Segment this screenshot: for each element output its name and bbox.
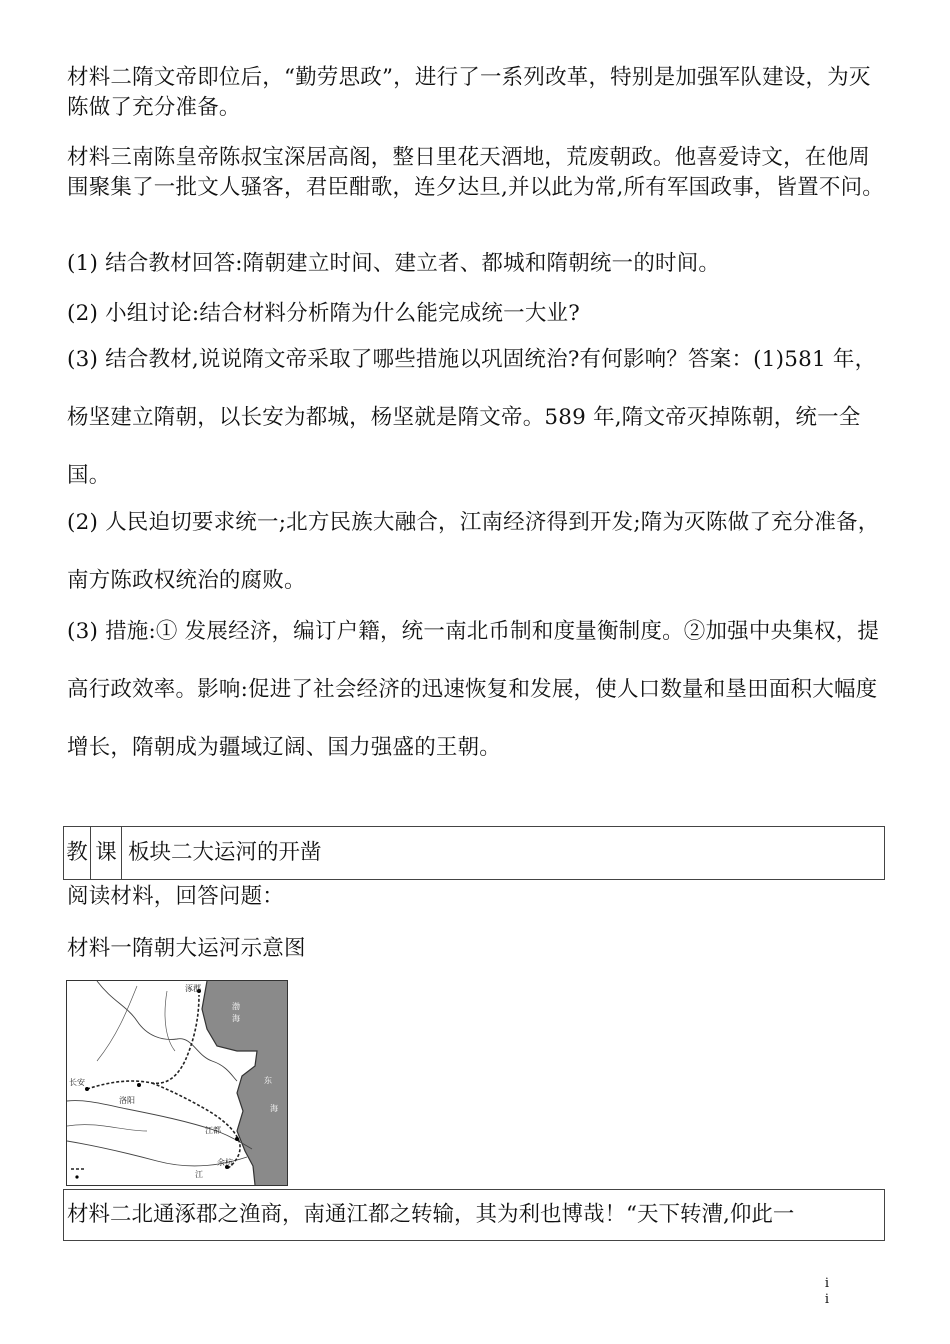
river-west [97,986,137,1061]
page-marker-line-1: i [824,1276,830,1291]
map-legend [71,1169,85,1179]
question-2: (2) 小组讨论:结合材料分析隋为什么能完成统一大业? [67,301,580,326]
question-1: (1) 结合教材回答:隋朝建立时间、建立者、都城和隋朝统一的时间。 [67,251,721,276]
sea-area [202,981,287,1185]
label-jiangdu: 江都 [205,1126,221,1135]
question-3-and-answer-1: (3) 结合教材,说说隋文帝采取了哪些措施以巩固统治?有何影响？答案：(1)581 年，杨坚建立隋朝，以长安为都城，杨坚就是隋文帝。589 年,隋文帝灭掉陈朝，统一全国。 [67,347,877,488]
material-2-paragraph: 材料二隋文帝即位后，“勤劳思政”，进行了一系列改革，特别是加强军队建设，为灭陈做了充分准备。 [67,65,871,120]
material-3-paragraph: 材料三南陈皇帝陈叔宝深居高阁，整日里花天酒地，荒废朝政。他喜爱诗文，在他周围聚集了一批文人骚客，君臣酣歌，连夕达旦,并以此为常,所有军国政事，皆置不问。 [67,145,884,200]
label-jiang: 江 [195,1170,203,1179]
river-han [67,1125,147,1131]
section-header-table [63,826,885,880]
yongji-canal [87,995,199,1089]
label-bohai-1: 渤 [232,1002,240,1011]
label-donghai-1: 东 [264,1076,272,1085]
page-marker-line-2: i [824,1292,830,1307]
label-donghai-2: 海 [270,1104,278,1113]
section-col-1: 教 [64,827,91,879]
answer-2: (2) 人民迫切要求统一;北方民族大融合，江南经济得到开发;隋为灭陈做了充分准备，南方陈政权统治的腐败。 [67,510,880,593]
material-1-caption: 材料一隋朝大运河示意图 [67,936,306,961]
river-mid [165,991,175,1051]
grand-canal-map [66,980,288,1186]
label-luoyang: 洛阳 [119,1096,135,1105]
changan-marker [85,1087,89,1091]
label-yuhang: 余杭 [217,1158,233,1167]
label-bohai-2: 海 [232,1014,240,1023]
label-zhuojun: 涿郡 [185,984,201,993]
grand-canal-map-svg [67,981,287,1185]
tongji-canal [152,1083,240,1169]
section-title: 板块二大运河的开凿 [128,840,322,865]
label-changan: 长安 [69,1078,85,1087]
material-2-box: 材料二北通涿郡之渔商，南通江都之转输，其为利也博哉！“天下转漕,仰此一 [63,1189,885,1241]
section-col-2: 课 [91,827,122,879]
legend-city-swatch [75,1175,78,1178]
jiangdu-marker [235,1137,239,1141]
luoyang-marker [137,1083,141,1087]
page-marker [822,1276,832,1308]
read-prompt: 阅读材料，回答问题： [67,884,285,909]
answer-3: (3) 措施:① 发展经济，编订户籍，统一南北币制和度量衡制度。②加强中央集权，提高行政效率。影响:促进了社会经济的迅速恢复和发展，使人口数量和垦田面积大幅度增长，隋朝成为疆域辽阔、国力强盛的王朝。 [67,619,880,760]
